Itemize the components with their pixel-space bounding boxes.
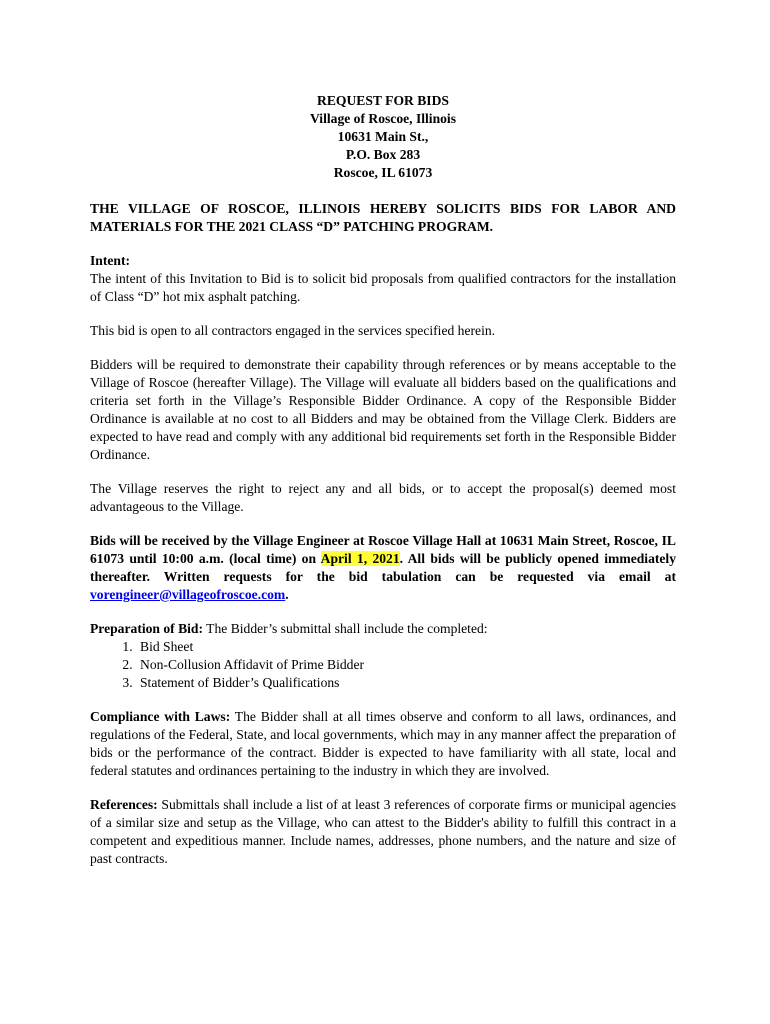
preparation-label: Preparation of Bid: bbox=[90, 621, 204, 636]
bids-received-paragraph bbox=[90, 532, 676, 604]
street-address: 10631 Main St., bbox=[337, 129, 429, 144]
preparation-text: The Bidder’s submittal shall include the completed: bbox=[203, 621, 488, 636]
references-label: References: bbox=[90, 797, 158, 812]
open-to-paragraph: This bid is open to all contractors engaged in the services specified herein. bbox=[90, 323, 496, 338]
intent-text: The intent of this Invitation to Bid is to solicit bid proposals from qualified contractors for the installation of Class “D” hot mix asphalt patching. bbox=[90, 271, 676, 304]
document-page bbox=[90, 92, 676, 884]
preparation-section bbox=[90, 620, 676, 692]
list-item: 1. Bid Sheet bbox=[136, 638, 676, 656]
solicitation-statement: THE VILLAGE OF ROSCOE, ILLINOIS HEREBY SOLICITS BIDS FOR LABOR AND MATERIALS FOR THE 2021 CLASS “D” PATCHING PROGRAM. bbox=[90, 201, 676, 234]
list-item: 2. Non-Collusion Affidavit of Prime Bidder bbox=[136, 656, 676, 674]
doc-title: REQUEST FOR BIDS bbox=[317, 93, 449, 108]
bid-date-highlight: April 1, 2021 bbox=[320, 551, 400, 566]
list-item: 3. Statement of Bidder’s Qualifications bbox=[136, 674, 676, 692]
letterhead bbox=[90, 92, 676, 182]
engineer-email-link[interactable]: vorengineer@villageofroscoe.com bbox=[90, 587, 286, 602]
period: . bbox=[285, 587, 289, 602]
village-name: Village of Roscoe, Illinois bbox=[310, 111, 456, 126]
compliance-paragraph bbox=[90, 708, 676, 780]
compliance-label: Compliance with Laws: bbox=[90, 709, 231, 724]
reserves-paragraph: The Village reserves the right to reject any and all bids, or to accept the proposal(s) deemed most advantageous to the Village. bbox=[90, 481, 676, 514]
preparation-list bbox=[90, 638, 676, 692]
bids-opened-text: . All bids will be publicly opened immediately thereafter. Written requests for the bid tabulation can be requested via email at bbox=[90, 551, 676, 584]
references-text: Submittals shall include a list of at least 3 references of corporate firms or municipal agencies of a similar size and setup as the Village, who can attest to the Bidder's ability to fulfill this contract in a competent and expeditious manner. Include names, addresses, phone numbers, and the nature and size of past contracts. bbox=[90, 797, 676, 866]
po-box: P.O. Box 283 bbox=[345, 147, 421, 162]
preparation-intro bbox=[90, 620, 676, 638]
bids-received-text: Bids will be received by the Village Engineer at Roscoe Village Hall at 10631 Main Street, Roscoe, IL 61073 until 10:00 a.m. (local time) on bbox=[90, 533, 676, 566]
bidders-paragraph: Bidders will be required to demonstrate their capability through references or by means acceptable to the Village of Roscoe (hereafter Village). The Village will evaluate all bidders based on the qualifications and criteria set forth in the Village’s Responsible Bidder Ordinance. A copy of the Responsible Bidder Ordinance is available at no cost to all Bidders and may be obtained from the Village Clerk. Bidders are expected to have read and comply with any additional bid requirements set forth in the Responsible Bidder Ordinance. bbox=[90, 357, 676, 462]
intent-section bbox=[90, 252, 676, 306]
intent-label: Intent: bbox=[90, 253, 131, 268]
compliance-text: The Bidder shall at all times observe and conform to all laws, ordinances, and regulations of the Federal, State, and local governments, which may in any manner affect the preparation of bids or the performance of the contract. Bidder is expected to have familiarity with all state, local and federal statutes and ordinances pertaining to the industry in which they are involved. bbox=[90, 709, 677, 778]
references-paragraph bbox=[90, 796, 676, 868]
city-state-zip: Roscoe, IL 61073 bbox=[333, 165, 433, 180]
